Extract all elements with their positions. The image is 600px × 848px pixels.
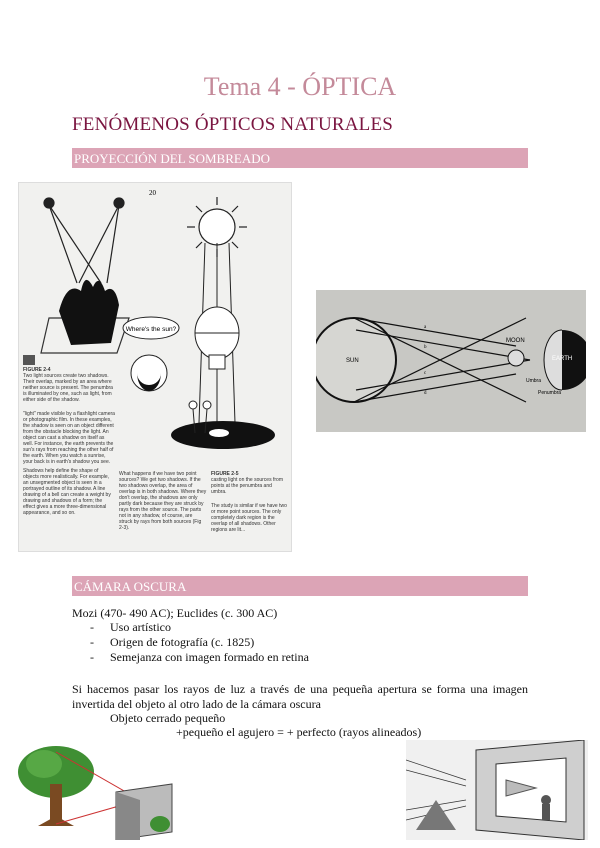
eclipse-diagram-figure	[316, 290, 586, 432]
list-item: - Origen de fotografía (c. 1825)	[90, 635, 309, 650]
eclipse-diagram	[316, 290, 586, 432]
ray-label-a: a	[424, 325, 427, 330]
umbra-label: Umbra	[526, 378, 542, 384]
book-column-3b: The study is similar if we have two or more point sources. The only completely dark region is the overlap of all shadows. Other regions are lit...	[211, 503, 287, 533]
ray-label-d: d	[424, 391, 427, 396]
figure-label: FIGURE 2-4	[23, 367, 51, 373]
ray-label-b: b	[424, 345, 427, 350]
book-column-1: "light" made visible by a flashlight camera or photographic film. In these examples, the shadow is seen on an object different from the obstacle blocking the light. An object can cast a shadow on itself as well. For instance, the earth prevents the sun's rays from reaching the other half of the earth. When you watch a sunrise, your back is in earth's shadow you see.	[23, 411, 115, 465]
camara-intro: Mozi (470- 490 AC); Euclides (c. 300 AC)	[72, 606, 278, 620]
book-figure-label-2: FIGURE 2-5	[211, 471, 239, 477]
tree-camera-illustration	[16, 744, 176, 840]
section-bar-sombreado: PROYECCIÓN DEL SOMBREADO	[72, 148, 528, 168]
book-column-2: What happens if we have two point sources? We get two shadows. If the two shadows overlap, the area of overlap is in both shadows. Where they don't overlap, the shadows are only partly dark because they are struck by rays from the other source. The parts not in any shadow, of course, are struck by rays from both sources (Fig 2-3).	[119, 471, 207, 531]
camera-obscura-engraving	[406, 740, 588, 840]
ray-label-c: c	[424, 371, 427, 376]
book-column-1b: Shadows help define the shape of objects more realistically. For example, an unsegmented object is seen in a portrayed outline of its shadow. A line drawing of a bell can create a weight by drawing and shadows of a form; the effect gives a more three-dimensional appearance, and so on.	[23, 468, 111, 516]
page-title: Tema 4 - ÓPTICA	[203, 72, 397, 101]
engraving-illustration	[406, 740, 588, 840]
list-item: - Semejanza con imagen formado en retina	[90, 650, 309, 665]
book-page-figure	[18, 182, 292, 552]
section-bar-camara: CÁMARA OSCURA	[72, 576, 528, 596]
earth-label: EARTH	[552, 356, 573, 362]
sun-label: SUN	[346, 358, 359, 364]
camara-line-2: +pequeño el agujero = + perfecto (rayos alineados)	[176, 725, 422, 739]
figure-caption: Two light sources create two shadows. Their overlap, marked by an area where neither source is present. The penumbra is illuminated by one, such as light, from either side of the shadow.	[23, 373, 113, 403]
book-column-3a: casting light on the sources from points at the penumbra and umbra.	[211, 477, 283, 495]
list-item: - Uso artístico	[90, 620, 309, 635]
camara-line-1: Objeto cerrado pequeño	[110, 711, 226, 725]
section-subtitle: FENÓMENOS ÓPTICOS NATURALES	[72, 114, 394, 135]
speech-bubble-text: Where's the sun?	[125, 326, 177, 333]
camara-paragraph: Si hacemos pasar los rayos de luz a través de una pequeña apertura se forma una imagen invertida del objeto al otro lado de la cámara oscura	[72, 682, 528, 711]
book-page-number: 20	[149, 189, 156, 197]
penumbra-label: Penumbra	[538, 390, 562, 396]
tree-camera-diagram	[16, 744, 176, 840]
moon-label: MOON	[506, 338, 525, 344]
camara-bullet-list	[90, 620, 309, 665]
